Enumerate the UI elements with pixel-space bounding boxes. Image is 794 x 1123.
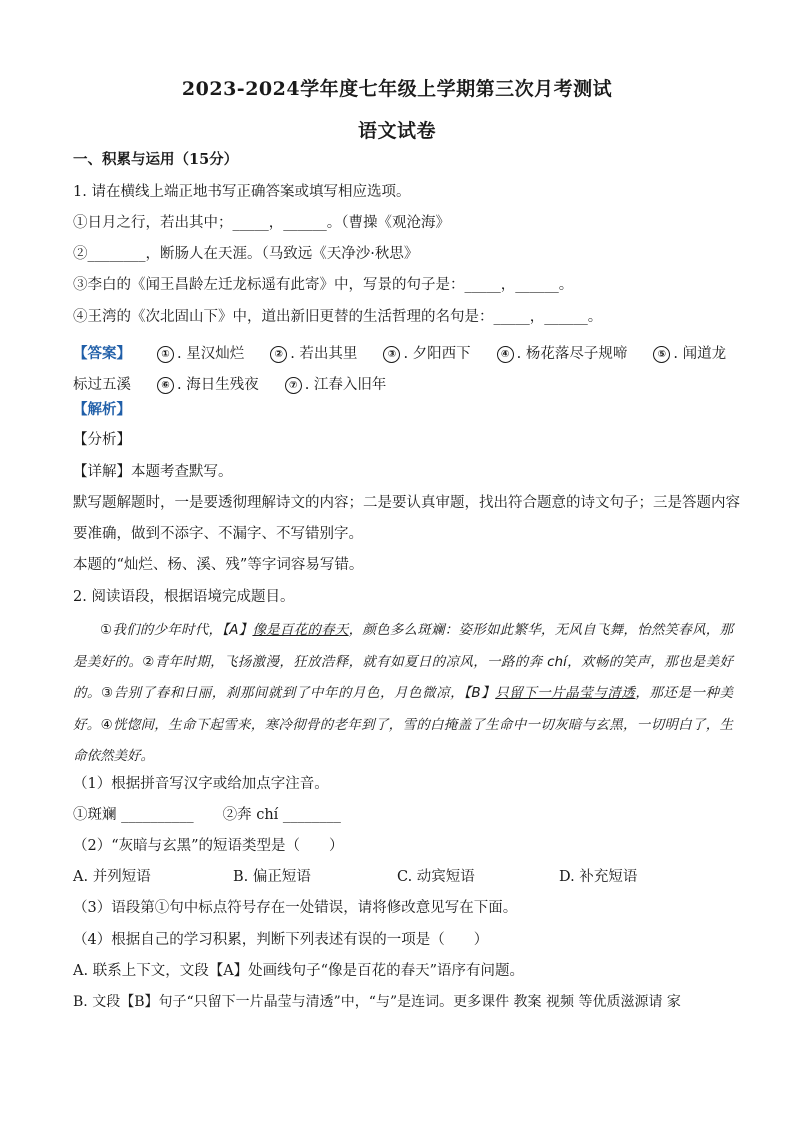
sub-question-4: （4）根据自己的学习积累，判断下列表述有误的一项是（ ） (73, 932, 489, 948)
explain-line-2: 要准确，做到不添字、不漏字、不写错别字。 (73, 526, 363, 542)
fenxi-label: 【分析】 (73, 432, 131, 448)
sub-question-4-a: A. 联系上下文，文段【A】处画线句子“像是百花的春天”语序有问题。 (73, 963, 524, 979)
answer-item: ① . 星汉灿烂 (157, 346, 244, 362)
section-heading: 一、积累与运用（15分） (73, 151, 239, 168)
option-a: A. 并列短语 (73, 869, 151, 885)
answer-item: ② . 若出其里 (270, 346, 357, 362)
q1-item-4: ④王湾的《次北固山下》中，道出新旧更替的生活哲理的名句是：_____，______。 (73, 309, 603, 325)
option-c: C. 动宾短语 (397, 869, 475, 885)
answer-item: ⑤ . 闻道龙标过五溪 (73, 346, 727, 393)
answer-item: ④ . 杨花落尽子规啼 (497, 346, 628, 362)
q1-stem: 1. 请在横线上端正地书写正确答案或填写相应选项。 (73, 184, 411, 200)
answer-item: ⑥ . 海日生残夜 (157, 377, 259, 393)
underlined-sentence-b: 只留下一片晶莹与清透 (495, 685, 636, 701)
page-title: 2023-2024学年度七年级上学期第三次月考测试 (181, 78, 613, 100)
sub-question-3: （3）语段第①句中标点符号存在一处错误，请将修改意见写在下面。 (73, 900, 518, 916)
sub-question-1: （1）根据拼音写汉字或给加点字注音。 (73, 776, 329, 792)
q1-item-1: ①日月之行，若出其中；_____，______。（曹操《观沧海》 (73, 215, 450, 231)
sub-question-2: （2）“灰暗与玄黑”的短语类型是（ ） (73, 838, 344, 854)
sub-question-4-b: B. 文段【B】句子“只留下一片晶莹与清透”中，“与”是连词。更多课件 教案 视频 等优质滋源请 家 (73, 994, 681, 1010)
page-subtitle: 语文试卷 (357, 120, 436, 142)
sub-question-1-blanks: ①斑斓 __________ ②奔 chí ________ (73, 807, 341, 823)
explain-line-1: 默写题解题时，一是要透彻理解诗文的内容；二是要认真审题，找出符合题意的诗文句子；三是答题内容 (73, 495, 740, 511)
q1-item-3: ③李白的《闻王昌龄左迁龙标遥有此寄》中，写景的句子是：_____，______。 (73, 277, 574, 293)
answer-item: ⑦ . 江春入旧年 (285, 377, 387, 393)
option-b: B. 偏正短语 (233, 869, 311, 885)
q2-stem: 2. 阅读语段，根据语境完成题目。 (73, 589, 295, 605)
detail-line: 【详解】本题考查默写。 (73, 464, 233, 480)
answer-item: ③ . 夕阳西下 (383, 346, 470, 362)
q1-answer-block (73, 338, 733, 401)
reading-passage: ①我们的少年时代，【A】像是百花的春天，颜色多么斑斓：姿形如此繁华，无风自飞舞，怡然笑春风，那是美好的。②青年时期，飞扬激漫，狂放浩释，就有如夏日的凉风，一路的奔 chí，欢畅的笑声，那也是美好的。③告别了春和日丽，刹那间就到了中年的月色，月色微凉，【B】只留下一片晶莹与清透，那还是一种美好。④恍惚间，生命下起雪来，寒冷彻骨的老年到了，雪的白掩盖了生命中一切灰暗与玄黑，一切明白了，生命依然美好。 (73, 622, 734, 764)
underlined-sentence-a: 像是百花的春天 (252, 622, 349, 638)
answer-tag: 【答案】 (73, 345, 131, 362)
q1-item-2: ②________，断肠人在天涯。（马致远《天净沙·秋思》 (73, 246, 419, 262)
explain-line-3: 本题的“灿烂、杨、溪、残”等字词容易写错。 (73, 557, 364, 573)
analysis-tag: 【解析】 (73, 401, 131, 418)
option-d: D. 补充短语 (559, 869, 638, 885)
